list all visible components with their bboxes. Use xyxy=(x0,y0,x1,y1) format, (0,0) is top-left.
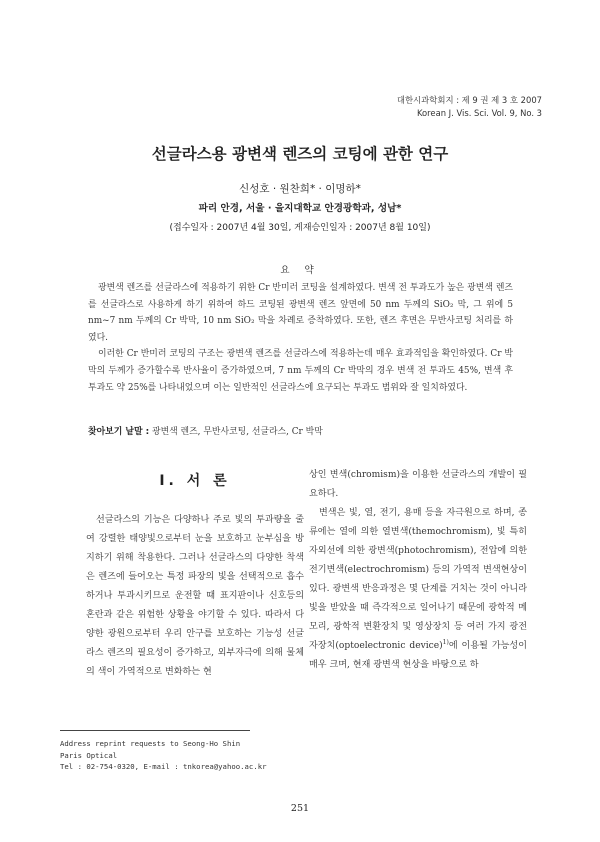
intro-paragraph-2-tail: 에 이용될 가능성이 매우 크며, 현재 광변색 현상을 바탕으로 하 xyxy=(309,641,528,670)
authors: 신성호 · 원찬희* · 이명하* xyxy=(239,183,361,195)
intro-paragraph-continued: 상인 변색(chromism)을 이용한 선글라스의 개발이 필요하다. xyxy=(309,470,527,499)
intro-paragraph-2-text: 변색은 빛, 열, 전기, 용매 등을 자극원으로 하며, 종류에는 열에 의한 열변색(themochromism), 빛 특히 자외선에 의한 광변색(photochromism), 전압에 의한 전기변색(electrochromism) 등의 가역적 변색현상이 있다. 광변색 반응과정은 몇 단계를 거치는 것이 아니라 빛을 받았을 때 즉각적으로 일어나기 때문에 광학적 메모리, 광학적 변환장치 및 영상장치 등 여러 가지 광전자장치(optoelectronic device) xyxy=(309,508,527,651)
section-heading: Ⅰ. 서 론 xyxy=(159,473,231,489)
footnote-org: Paris Optical xyxy=(60,750,118,760)
journal-english: Korean J. Vis. Sci. Vol. 9, No. 3 xyxy=(416,108,542,118)
footnote xyxy=(60,738,320,773)
abstract-paragraph-2: 이러한 Cr 반미러 코팅의 구조는 광변색 렌즈를 선글라스에 적용하는데 매우 효과적임을 확인하였다. Cr 박막의 두께가 증가할수록 반사율이 증가하였으며, 7 nm 두께의 Cr 박막의 경우 변색 전 투과도 45%, 변색 후 투과도 약 25%를 나타내었으며 이는 일반적인 선글라스에 요구되는 투과도 범위와 잘 일치하였다. xyxy=(88,349,513,393)
left-column xyxy=(86,466,304,682)
right-column xyxy=(309,466,527,675)
abstract-heading: 요 약 xyxy=(280,265,320,276)
footnote-contact: Tel : 02-754-0320, E-mail : tnkorea@yahoo.ac.kr xyxy=(60,762,267,771)
paper-title: 선글라스용 광변색 렌즈의 코팅에 관한 연구 xyxy=(151,145,449,163)
keywords xyxy=(88,424,518,437)
keywords-label: 찾아보기 낱말 : xyxy=(88,427,150,437)
citation-ref: 1) xyxy=(442,638,449,646)
abstract xyxy=(88,280,513,396)
intro-paragraph-1: 선글라스의 기능은 다양하나 주로 빛의 투과량을 줄여 강렬한 태양빛으로부터 눈을 보호하고 눈부심을 방지하기 위해 착용한다. 그러나 선글라스의 다양한 착색은 렌즈에 들어오는 특정 파장의 빛을 선택적으로 흡수하거나 투과시키므로 운전할 때 표지판이나 신호등의 혼란과 같은 위험한 상황을 야기할 수 있다. 따라서 다양한 광원으로부터 우리 안구를 보호하는 기능성 선글라스 렌즈의 필요성이 증가하고, 외부자극에 의해 물체의 색이 가역적으로 변화하는 현 xyxy=(86,515,304,677)
journal-header xyxy=(397,94,542,120)
journal-korean: 대한시과학회지 : 제 9 권 제 3 호 2007 xyxy=(396,95,542,105)
page-number: 251 xyxy=(290,803,310,814)
affiliation: 파리 안경, 서울 · 을지대학교 안경광학과, 성남* xyxy=(198,203,402,214)
intro-paragraph-2 xyxy=(309,504,527,675)
submission-dates: (접수일자 : 2007년 4월 30일, 게재승인일자 : 2007년 8월 10일) xyxy=(169,223,431,233)
keywords-value: 광변색 렌즈, 무반사코팅, 선글라스, Cr 박막 xyxy=(152,427,323,437)
footnote-address: Address reprint requests to Seong-Ho Shin xyxy=(60,739,241,748)
footnote-rule xyxy=(60,730,250,731)
abstract-paragraph-1: 광변색 렌즈를 선글라스에 적용하기 위한 Cr 반미러 코팅을 설계하였다. 변색 전 투과도가 높은 광변색 렌즈를 선글라스로 사용하게 하기 위하여 하드 코팅된 광변색 렌즈 앞면에 50 nm 두께의 SiO₂ 막, 그 위에 5 nm~7 nm 두께의 Cr 박막, 10 nm SiO₂ 막을 차례로 증착하였다. 또한, 렌즈 후면은 무반사코팅 처리를 하였다. xyxy=(88,283,513,343)
